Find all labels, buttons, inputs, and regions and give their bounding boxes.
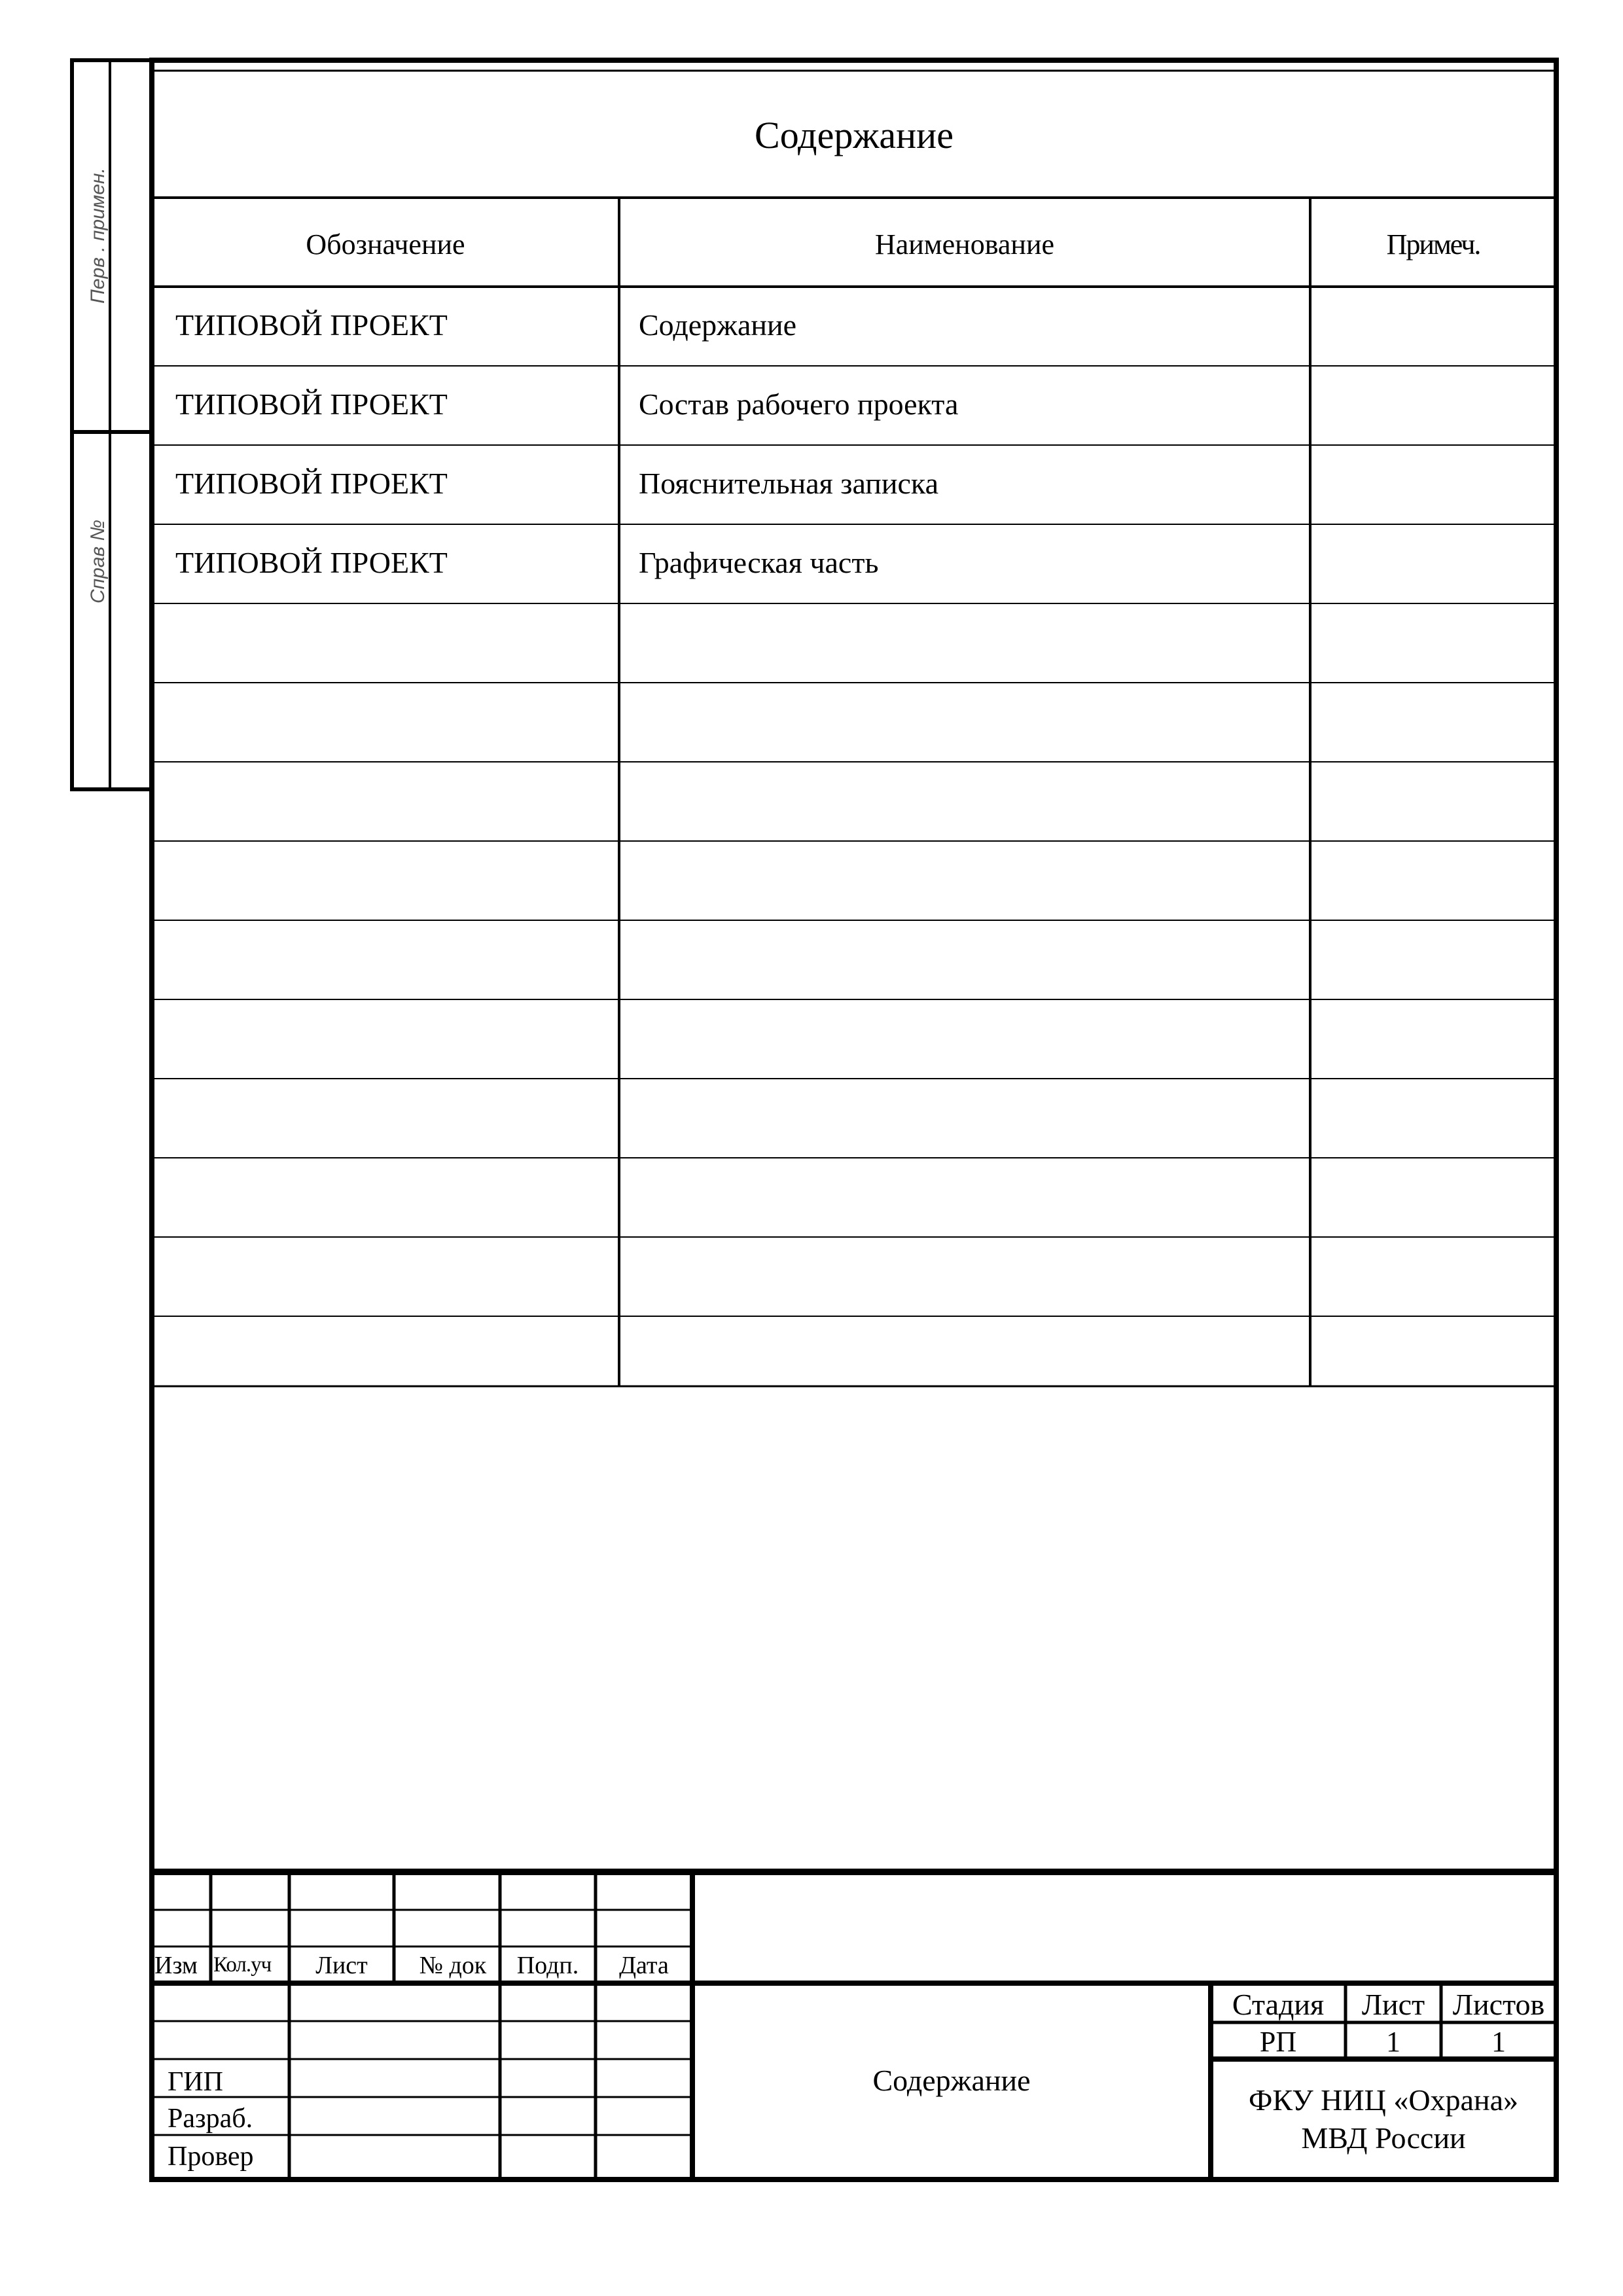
header-designation: Обозначение xyxy=(306,228,465,260)
rev-header-docno: № док xyxy=(419,1952,487,1979)
cell-designation: ТИПОВОЙ ПРОЕКТ xyxy=(175,546,448,579)
stage-value: РП xyxy=(1259,2026,1297,2058)
stage-label: Стадия xyxy=(1232,1988,1325,2021)
sheet-label: Лист xyxy=(1361,1988,1425,2021)
sheet-title: Содержание xyxy=(755,114,954,156)
organization-line2: МВД России xyxy=(1301,2121,1466,2155)
cell-designation: ТИПОВОЙ ПРОЕКТ xyxy=(175,387,448,421)
reference-no-label: Справ № xyxy=(87,519,109,604)
header-name: Наименование xyxy=(874,228,1055,260)
role-gip: ГИП xyxy=(168,2067,223,2097)
rev-header-kolvo: Кол.уч xyxy=(213,1953,272,1977)
sheets-label: Листов xyxy=(1452,1988,1545,2021)
cell-name: Пояснительная записка xyxy=(639,467,939,500)
role-developer: Разраб. xyxy=(168,2104,253,2134)
first-use-label: Перв . примен. xyxy=(87,168,109,304)
sheets-value: 1 xyxy=(1491,2026,1506,2058)
rev-header-izm: Изм xyxy=(154,1952,198,1979)
organization-line1: ФКУ НИЦ «Охрана» xyxy=(1248,2083,1518,2117)
cell-designation: ТИПОВОЙ ПРОЕКТ xyxy=(175,308,448,342)
rev-header-sheet: Лист xyxy=(315,1952,368,1979)
cell-designation: ТИПОВОЙ ПРОЕКТ xyxy=(175,467,448,500)
rev-header-date: Дата xyxy=(619,1952,669,1979)
cell-name: Состав рабочего проекта xyxy=(639,387,959,421)
cell-name: Графическая часть xyxy=(639,546,879,579)
document-name: Содержание xyxy=(872,2064,1031,2097)
sheet-value: 1 xyxy=(1386,2026,1400,2058)
header-note: Примеч. xyxy=(1386,228,1480,260)
rev-header-sign: Подп. xyxy=(516,1952,579,1979)
outer-frame xyxy=(152,60,1556,2179)
cell-name: Содержание xyxy=(639,308,797,342)
role-checker: Провер xyxy=(168,2142,254,2172)
